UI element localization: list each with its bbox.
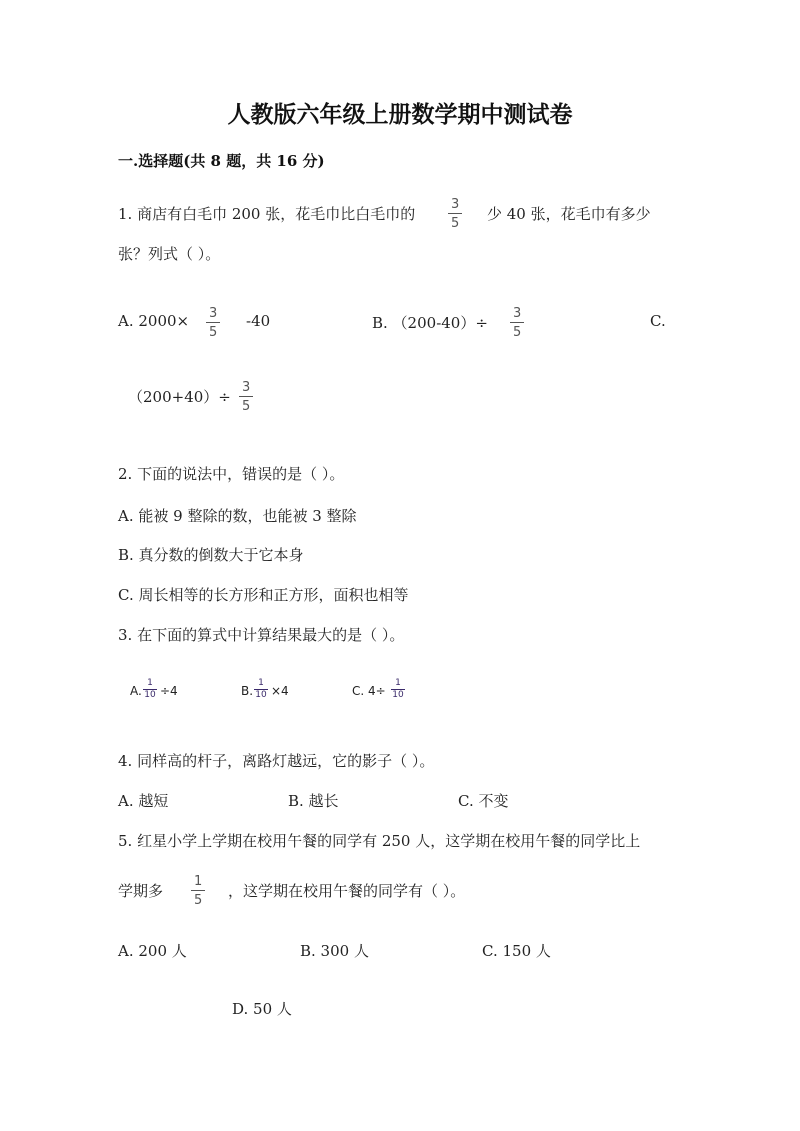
q1-fraction-numerator: 3 <box>451 197 460 212</box>
q5-text-suffix: ，这学期在校用午餐的同学有（ ）。 <box>228 882 466 900</box>
q1-option-c-label: C. <box>650 312 666 330</box>
q3-option-b-suffix: ×4 <box>271 684 289 698</box>
q3-option-a-denominator: 10 <box>144 690 156 700</box>
q1-option-a-fraction <box>206 307 220 339</box>
q1-option-b-numerator: 3 <box>513 306 522 321</box>
q3-option-a-numerator: 1 <box>147 678 153 688</box>
q1-option-c-fraction <box>239 381 253 413</box>
q1-text-part2: 少 40 张，花毛巾有多少 <box>487 205 651 223</box>
q3-option-c-denominator: 10 <box>392 690 404 700</box>
q1-option-a-denominator: 5 <box>209 325 218 340</box>
q4-option-a: A. 越短 <box>118 792 169 810</box>
q1-option-a-numerator: 3 <box>209 306 218 321</box>
q1-option-c-denominator: 5 <box>242 399 251 414</box>
q1-fraction <box>448 198 462 230</box>
q1-option-b-denominator: 5 <box>513 325 522 340</box>
q1-text-part1: 1. 商店有白毛巾 200 张，花毛巾比白毛巾的 <box>118 205 416 223</box>
section-heading: 一.选择题(共 8 题，共 16 分) <box>118 152 325 170</box>
q3-option-c-fraction <box>391 679 405 700</box>
q4-option-c: C. 不变 <box>458 792 509 810</box>
q3-text: 3. 在下面的算式中计算结果最大的是（ ）。 <box>118 626 405 644</box>
q5-fraction <box>191 875 205 907</box>
q4-text: 4. 同样高的杆子，离路灯越远，它的影子（ ）。 <box>118 752 435 770</box>
q3-option-c-prefix: C. 4÷ <box>352 684 386 698</box>
q1-option-b-prefix: B. （200-40）÷ <box>372 314 488 332</box>
q2-option-a: A. 能被 9 整除的数，也能被 3 整除 <box>118 507 357 525</box>
q5-text-prefix: 学期多 <box>118 882 164 900</box>
q3-option-a-fraction <box>143 679 157 700</box>
q1-option-c-prefix: （200+40）÷ <box>128 388 231 406</box>
q1-option-a-prefix: A. 2000× <box>118 312 190 330</box>
q3-option-a-suffix: ÷4 <box>160 684 178 698</box>
q5-option-d: D. 50 人 <box>232 1000 292 1018</box>
q5-fraction-denominator: 5 <box>194 893 203 908</box>
q2-option-b: B. 真分数的倒数大于它本身 <box>118 546 304 564</box>
q5-text-part1: 5. 红星小学上学期在校用午餐的同学有 250 人，这学期在校用午餐的同学比上 <box>118 832 641 850</box>
q3-option-a-prefix: A. <box>130 684 142 698</box>
q5-option-c: C. 150 人 <box>482 942 551 960</box>
q3-option-b-numerator: 1 <box>258 678 264 688</box>
q1-text-part3: 张？列式（ ）。 <box>118 245 221 263</box>
q3-option-b-prefix: B. <box>241 684 254 698</box>
q4-option-b: B. 越长 <box>288 792 339 810</box>
q1-option-b-fraction <box>510 307 524 339</box>
q1-option-a-suffix: -40 <box>246 312 271 330</box>
q5-option-a: A. 200 人 <box>118 942 187 960</box>
q3-option-b-fraction <box>254 679 268 700</box>
q2-option-c: C. 周长相等的长方形和正方形，面积也相等 <box>118 586 409 604</box>
q5-fraction-numerator: 1 <box>194 874 203 889</box>
q5-option-b: B. 300 人 <box>300 942 369 960</box>
q3-option-c-numerator: 1 <box>395 678 401 688</box>
q1-fraction-denominator: 5 <box>451 216 460 231</box>
page-title: 人教版六年级上册数学期中测试卷 <box>227 101 573 128</box>
q1-option-c-numerator: 3 <box>242 380 251 395</box>
q2-text: 2. 下面的说法中，错误的是（ ）。 <box>118 465 345 483</box>
q3-option-b-denominator: 10 <box>255 690 267 700</box>
